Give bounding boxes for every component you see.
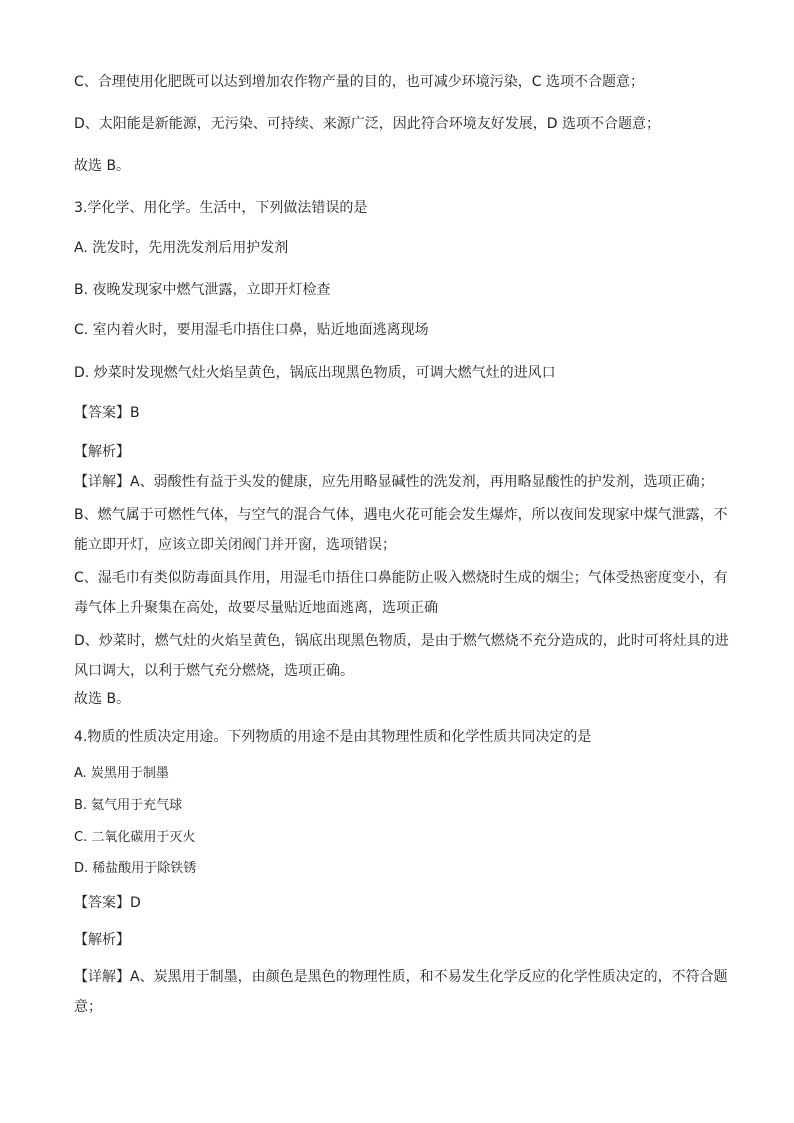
option-d-explanation: D、太阳能是新能源，无污染、可持续、来源广泛，因此符合环境友好发展，D 选项不合题意； <box>74 116 661 132</box>
question-3-option-a: A. 洗发时，先用洗发剂后用护发剂 <box>74 240 289 256</box>
question-3-answer: 【答案】B <box>74 405 140 421</box>
question-3-detail-c: C、湿毛巾有类似防毒面具作用，用湿毛巾捂住口鼻能防止吸入燃烧时生成的烟尘；气体受热密度变小，有毒气体上升聚集在高处，故要尽量贴近地面逃离，选项正确 <box>74 570 728 616</box>
option-c-explanation: C、合理使用化肥既可以达到增加农作物产量的目的，也可减少环境污染，C 选项不合题意； <box>74 74 644 90</box>
question-4-detail-a: 【详解】A、炭黑用于制墨，由颜色是黑色的物理性质，和不易发生化学反应的化学性质决定的，不符合题意； <box>74 969 728 1015</box>
question-3-conclusion: 故选 B。 <box>74 691 131 707</box>
question-3-option-d: D. 炒菜时发现燃气灶火焰呈黄色，锅底出现黑色物质，可调大燃气灶的进风口 <box>74 365 556 381</box>
question-4-option-a: A. 炭黑用于制墨 <box>74 766 169 781</box>
question-4-option-d: D. 稀盐酸用于除铁锈 <box>74 861 197 876</box>
question-3-stem: 3.学化学、用化学。生活中，下列做法错误的是 <box>74 200 368 216</box>
question-4-option-b: B. 氦气用于充气球 <box>74 798 183 813</box>
question-3-option-b: B. 夜晚发现家中燃气泄露，立即开灯检查 <box>74 282 331 298</box>
conclusion: 故选 B。 <box>74 158 131 174</box>
question-3-detail-d: D、炒菜时，燃气灶的火焰呈黄色，锅底出现黑色物质，是由于燃气燃烧不充分造成的，此时可将灶具的进风口调大，以利于燃气充分燃烧，选项正确。 <box>74 633 729 679</box>
question-3-detail-b: B、燃气属于可燃性气体，与空气的混合气体，遇电火花可能会发生爆炸，所以夜间发现家中煤气泄露，不能立即开灯，应该立即关闭阀门并开窗，选项错误； <box>74 507 728 553</box>
question-4-stem: 4.物质的性质决定用途。下列物质的用途不是由其物理性质和化学性质共同决定的是 <box>74 729 592 745</box>
question-4-answer: 【答案】D <box>74 895 141 911</box>
question-3-detail-a: 【详解】A、弱酸性有益于头发的健康，应先用略显碱性的洗发剂，再用略显酸性的护发剂，选项正确； <box>74 474 714 490</box>
question-4-analysis-label: 【解析】 <box>74 932 130 948</box>
question-4-option-c: C. 二氧化碳用于灭火 <box>74 830 196 845</box>
question-3-option-c: C. 室内着火时，要用湿毛巾捂住口鼻，贴近地面逃离现场 <box>74 322 429 338</box>
question-3-analysis-label: 【解析】 <box>74 444 130 460</box>
